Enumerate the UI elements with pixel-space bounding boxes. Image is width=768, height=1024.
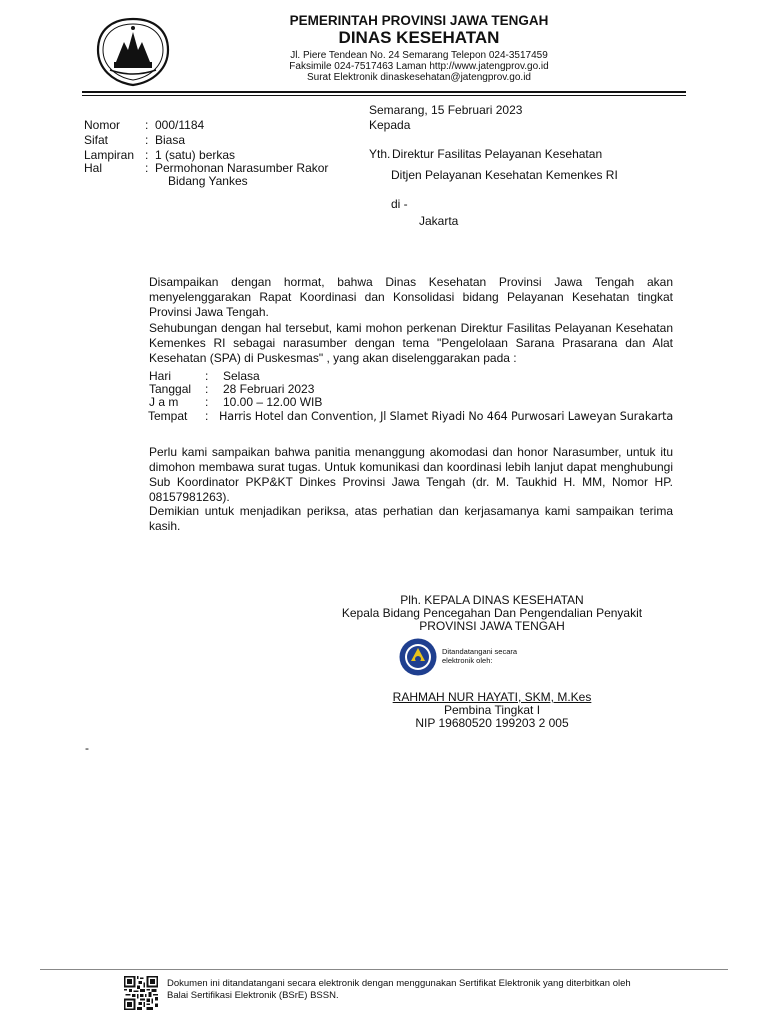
body-paragraph-1: Disampaikan dengan hormat, bahwa Dinas Kesehatan Provinsi Jawa Tengah akan menyelenggarakan Rapat Koordinasi dan Konsolidasi bidang Pelayanan Kesehatan tingkat Provinsi Jawa Tengah.	[149, 275, 673, 319]
province-emblem-logo	[92, 16, 174, 88]
signatory-rank: Pembina Tingkat I	[443, 703, 541, 717]
agency-fax-web: Faksimile 024-7517463 Laman http://www.jatengprov.go.id	[289, 61, 549, 72]
agency-address: Jl. Piere Tendean No. 24 Semarang Telepon 024-3517459	[290, 50, 548, 61]
meta-colon: :	[145, 161, 149, 175]
letterhead-rule-thin	[82, 95, 686, 96]
meta-label: Nomor	[84, 118, 121, 132]
agency-email: Surat Elektronik dinaskesehatan@jatengprov.go.id	[307, 72, 531, 83]
meta-label: Hal	[84, 161, 103, 175]
schedule-label: J a m	[149, 395, 179, 409]
recipient-org: Ditjen Pelayanan Kesehatan Kemenkes RI	[391, 168, 618, 182]
recipient-name: Direktur Fasilitas Pelayanan Kesehatan	[392, 147, 603, 161]
recipient-yth: Yth.	[369, 147, 391, 161]
signature-title-2: Kepala Bidang Pencegahan Dan Pengendalian Penyakit	[341, 606, 643, 620]
electronic-signature-seal-icon	[398, 637, 438, 677]
body-paragraph-2: Sehubungan dengan hal tersebut, kami mohon perkenan Direktur Fasilitas Pelayanan Kesehatan Kemenkes RI sebagai narasumber dengan tema "Pengelolaan Sarana Prasarana dan Alat Kesehatan (SPA) di Puskesmas" , yang akan diselenggarakan pada :	[149, 321, 673, 365]
signature-title-3: PROVINSI JAWA TENGAH	[419, 619, 565, 633]
signature-title-1: Plh. KEPALA DINAS KESEHATAN	[400, 593, 584, 607]
schedule-label: Tempat	[148, 409, 188, 423]
schedule-value: Harris Hotel dan Convention, Jl Slamet Riyadi No 464 Purwosari Laweyan Surakarta	[219, 410, 674, 423]
recipient-di: di -	[391, 197, 408, 211]
meta-value: 1 (satu) berkas	[155, 148, 236, 162]
recipient-kepada: Kepada	[369, 118, 411, 132]
meta-value-line1: Permohonan Narasumber Rakor	[155, 161, 329, 175]
meta-colon: :	[145, 133, 149, 147]
footer-note-1: Dokumen ini ditandatangani secara elektronik dengan menggunakan Sertifikat Elektronik yang diterbitkan oleh	[167, 978, 631, 989]
schedule-label: Tanggal	[149, 382, 192, 396]
meta-colon: :	[145, 148, 149, 162]
schedule-value: Selasa	[223, 369, 260, 383]
letterhead-rule	[82, 91, 686, 93]
government-name: PEMERINTAH PROVINSI JAWA TENGAH	[289, 13, 549, 28]
schedule-value: 10.00 – 12.00 WIB	[223, 395, 323, 409]
meta-hal	[84, 161, 344, 191]
meta-sifat	[84, 133, 344, 148]
schedule-colon: :	[205, 382, 209, 396]
schedule-jam	[149, 395, 719, 410]
body-paragraph-4: Demikian untuk menjadikan periksa, atas perhatian dan kerjasamanya kami sampaikan terima kasih.	[149, 504, 673, 533]
agency-name: DINAS KESEHATAN	[338, 28, 500, 47]
signatory-name: RAHMAH NUR HAYATI, SKM, M.Kes	[392, 690, 592, 704]
schedule-value: 28 Februari 2023	[223, 382, 315, 396]
meta-value: Biasa	[155, 133, 186, 147]
body-paragraph-3: Perlu kami sampaikan bahwa panitia menanggung akomodasi dan honor Narasumber, untuk itu dimohon membawa surat tugas. Untuk komunikasi dan koordinasi lebih lanjut dapat menghubungi Sub Koordinator PKP&KT Dinkes Provinsi Jawa Tengah (dr. M. Taukhid H. MM, Nomor HP. 08157981263).	[149, 445, 673, 504]
signatory-nip: NIP 19680520 199203 2 005	[415, 716, 569, 730]
schedule-colon: :	[205, 369, 209, 383]
schedule-tempat	[148, 409, 718, 424]
footer-rule	[40, 969, 728, 970]
meta-value-line2: Bidang Yankes	[168, 174, 248, 188]
schedule-colon: :	[205, 409, 209, 423]
footer-note-2: Balai Sertifikasi Elektronik (BSrE) BSSN.	[167, 990, 339, 1001]
recipient-city: Jakarta	[419, 214, 459, 228]
meta-label: Lampiran	[84, 148, 135, 162]
schedule-colon: :	[205, 395, 209, 409]
place-date: Semarang, 15 Februari 2023	[369, 103, 523, 117]
schedule-label: Hari	[149, 369, 172, 383]
meta-nomor	[84, 118, 344, 133]
meta-label: Sifat	[84, 133, 109, 147]
meta-value: 000/1184	[155, 118, 205, 132]
dash-mark: -	[85, 741, 89, 755]
electronic-signature-note: Ditandatangani secara elektronik oleh:	[442, 647, 518, 665]
meta-colon: :	[145, 118, 149, 132]
qr-code-icon	[124, 976, 158, 1010]
